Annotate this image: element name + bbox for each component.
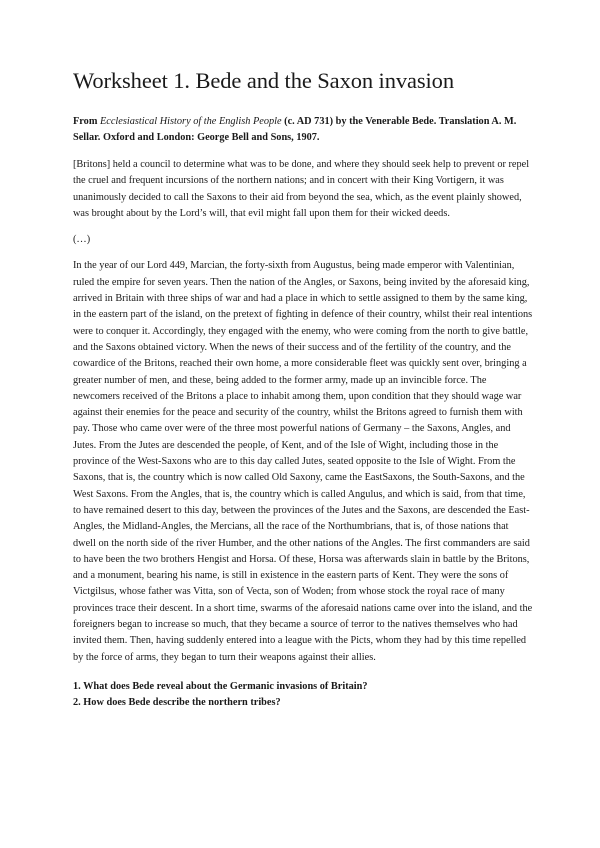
- quote-paragraph-1: [Britons] held a council to determine what was to be done, and where they should seek help to prevent or repel the cruel and frequent incursions of the northern nations; and in concert with their King Vortigern, it was unanimously decided to call the Saxons to their aid from beyond the sea, which, as the event plainly showed, was brought about by the Lord’s will, that evil might fall upon them for their wicked deeds.: [73, 159, 530, 219]
- question-1: 1. What does Bede reveal about the Germanic invasions of Britain?: [73, 680, 368, 692]
- source-suffix: (c. AD 731) by the Venerable Bede. Translation A. M. Sellar. Oxford and London: George Bell and Sons, 1907.: [73, 116, 517, 143]
- quote-paragraph-2: In the year of our Lord 449, Marcian, the forty-sixth from Augustus, being made emperor with Valentinian, ruled the empire for seven years. Then the nation of the Angles, or Saxons, being invited by the aforesaid king, arrived in Britain with three ships of war and had a place in which to settle assigned to them by the same king, in the eastern part of the island, on the pretext of fighting in defence of their country, whilst their real intentions were to conquer it. Accordingly, they engaged with the enemy, who were coming from the north to give battle, and the Saxons obtained victory. When the news of their success and of the fertility of the country, and the cowardice of the Britons, reached their own home, a more considerable fleet was quickly sent over, bringing a greater number of men, and these, being added to the former army, made up an invincible force. The newcomers received of the Britons a place to inhabit among them, upon condition that they should wage war against their enemies for the peace and security of the country, whilst the Britons agreed to furnish them with pay. Those who came over were of the three most powerful nations of Germany – the Saxons, Angles, and Jutes. From the Jutes are descended the people, of Kent, and of the Isle of Wight, including those in the province of the West-Saxons who are to this day called Jutes, seated opposite to the Isle of Wight. From the Saxons, that is, the country which is now called Old Saxony, came the EastSaxons, the South-Saxons, and the West Saxons. From the Angles, that is, the country which is called Angulus, and which is said, from that time, to have remained desert to this day, between the provinces of the Jutes and the Saxons, are descended the East-Angles, the Midland-Angles, the Mercians, all the race of the Northumbrians, that is, of those nations that dwell on the north side of the river Humber, and the other nations of the Angles. The first commanders are said to have been the two brothers Hengist and Horsa. Of these, Horsa was afterwards slain in battle by the Britons, and a monument, bearing his name, is still in existence in the eastern parts of Kent. They were the sons of Victgilsus, whose father was Vitta, son of Vecta, son of Woden; from whose stock the royal race of many provinces trace their descent. In a short time, swarms of the aforesaid nations came over into the island, and the foreigners began to increase so much, that they became a source of terror to the natives themselves who had invited them. Then, having suddenly entered into a league with the Picts, whom they had by this time repelled by the force of arms, they began to turn their weapons against their allies.: [73, 260, 533, 663]
- source-work-title: Ecclesiastical History of the English People: [99, 116, 282, 127]
- source-prefix: From: [73, 116, 100, 127]
- source-citation: [73, 114, 533, 146]
- question-list: [73, 679, 533, 711]
- question-2: 2. How does Bede describe the northern tribes?: [73, 696, 281, 708]
- worksheet-content: [73, 66, 533, 711]
- omission-marker: (…): [73, 234, 91, 246]
- page-title: Worksheet 1. Bede and the Saxon invasion: [73, 68, 454, 93]
